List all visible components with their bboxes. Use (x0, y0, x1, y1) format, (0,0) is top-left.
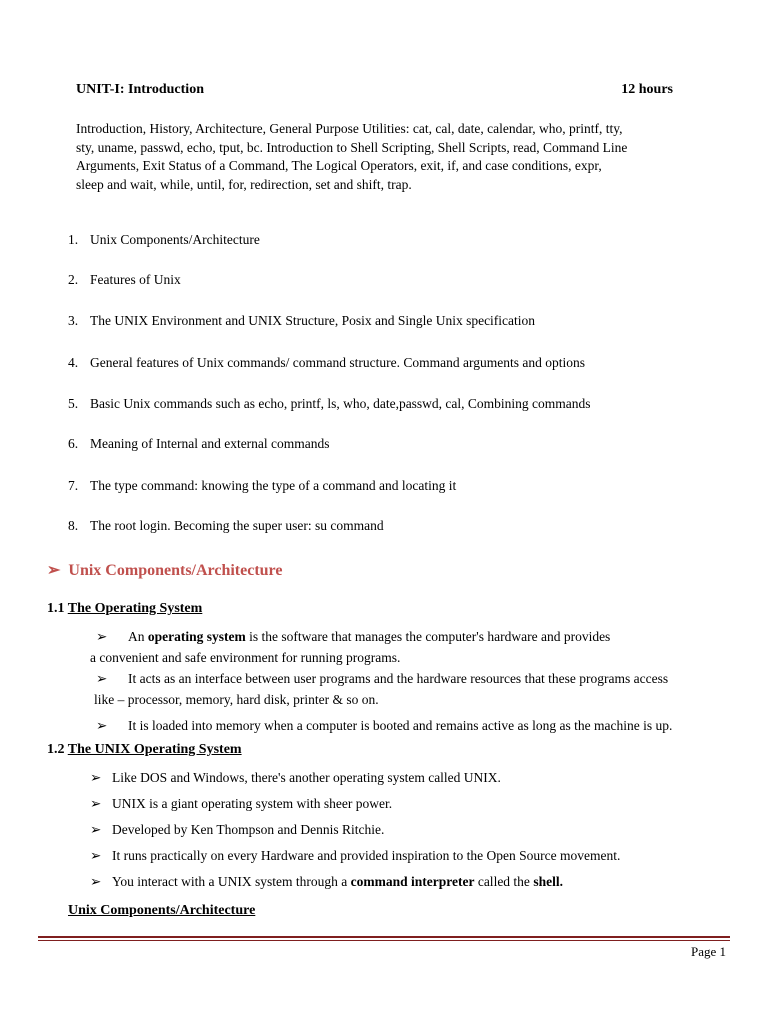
bullet-item (90, 845, 620, 866)
subsection-title: The UNIX Operating System (67, 742, 242, 757)
list-item (68, 272, 181, 288)
list-text: Features of Unix (90, 272, 181, 287)
list-item (68, 313, 535, 329)
intro-line: sleep and wait, while, until, for, redirection, set and shift, trap. (76, 176, 412, 192)
subsection-heading-1-1 (47, 601, 202, 617)
list-text: Unix Components/Architecture (90, 232, 260, 247)
arrow-bullet-icon: ➢ (47, 562, 61, 579)
list-item (68, 478, 456, 494)
arrow-bullet-icon: ➢ (90, 848, 102, 863)
unit-header (76, 82, 673, 98)
unit-title: UNIT-I: Introduction (76, 82, 204, 97)
text-run: called the (474, 874, 534, 889)
arrow-bullet-icon: ➢ (90, 874, 102, 889)
list-number: 1. (68, 232, 79, 247)
list-item (68, 232, 260, 248)
list-item (68, 396, 591, 412)
subsection-title: The Operating System (67, 601, 203, 616)
text-run: It is loaded into memory when a computer is booted and remains active as long as the machine is up. (128, 718, 673, 733)
list-text: The type command: knowing the type of a command and locating it (90, 478, 457, 493)
intro-line: Introduction, History, Architecture, General Purpose Utilities: cat, cal, date, calendar, who, printf, tty, (76, 121, 623, 136)
list-number: 3. (68, 313, 79, 328)
list-text: The root login. Becoming the super user: su command (90, 518, 384, 533)
arrow-bullet-icon: ➢ (96, 629, 108, 644)
bold-term: command interpreter (350, 874, 475, 889)
text-run: An (128, 629, 148, 644)
list-text: The UNIX Environment and UNIX Structure, Posix and Single Unix specification (90, 313, 536, 328)
bullet-os-interface (96, 668, 668, 689)
bold-term: operating system (147, 629, 246, 644)
text-run: You interact with a UNIX system through a (112, 874, 351, 889)
footer-rule (38, 936, 730, 938)
list-number: 2. (68, 272, 79, 287)
bullet-os-loaded (96, 715, 672, 736)
text-run: It acts as an interface between user programs and the hardware resources that these programs access (128, 671, 669, 686)
bullet-item (90, 819, 384, 840)
unit-hours: 12 hours (621, 82, 673, 97)
bold-term: shell. (533, 874, 563, 889)
intro-paragraph (76, 120, 706, 194)
bullet-os-definition (96, 626, 610, 647)
list-number: 5. (68, 396, 79, 411)
list-item (68, 355, 585, 371)
arrow-bullet-icon: ➢ (96, 671, 108, 686)
list-item (68, 518, 384, 534)
subsection-number: 1.1 (47, 601, 65, 616)
list-text: Meaning of Internal and external commands (90, 436, 330, 451)
bullet-continuation: a convenient and safe environment for running programs. (90, 650, 401, 665)
text-run: Developed by Ken Thompson and Dennis Ritchie. (112, 822, 385, 837)
bullet-item (90, 793, 392, 814)
bullet-item (90, 871, 563, 892)
arrow-bullet-icon: ➢ (90, 770, 102, 785)
section-heading (47, 560, 282, 580)
list-number: 8. (68, 518, 79, 533)
list-number: 4. (68, 355, 79, 370)
footer-rule-thin (38, 940, 730, 941)
text-run: Like DOS and Windows, there's another operating system called UNIX. (112, 770, 501, 785)
list-number: 7. (68, 478, 79, 493)
list-text: Basic Unix commands such as echo, printf, ls, who, date,passwd, cal, Combining commands (90, 396, 591, 411)
intro-line: Arguments, Exit Status of a Command, The Logical Operators, exit, if, and case conditions, expr, (76, 158, 602, 173)
subsection-heading-1-2 (47, 742, 242, 758)
section-heading-text: Unix Components/Architecture (68, 562, 283, 579)
subsection-number: 1.2 (47, 742, 65, 757)
bullet-continuation: like – processor, memory, hard disk, printer & so on. (94, 692, 379, 707)
list-text: General features of Unix commands/ command structure. Command arguments and options (90, 355, 586, 370)
text-run: It runs practically on every Hardware and provided inspiration to the Open Source movement. (112, 848, 621, 863)
bullet-item (90, 767, 501, 788)
arrow-bullet-icon: ➢ (90, 796, 102, 811)
arrow-bullet-icon: ➢ (96, 718, 108, 733)
list-item (68, 436, 330, 452)
text-run: is the software that manages the computer's hardware and provides (245, 629, 611, 644)
arrow-bullet-icon: ➢ (90, 822, 102, 837)
subheading-architecture: Unix Components/Architecture (68, 903, 256, 918)
intro-line: sty, uname, passwd, echo, tput, bc. Introduction to Shell Scripting, Shell Scripts, read, Command Line (76, 139, 628, 155)
text-run: UNIX is a giant operating system with sheer power. (112, 796, 393, 811)
list-number: 6. (68, 436, 79, 451)
page-number: Page 1 (691, 944, 727, 959)
